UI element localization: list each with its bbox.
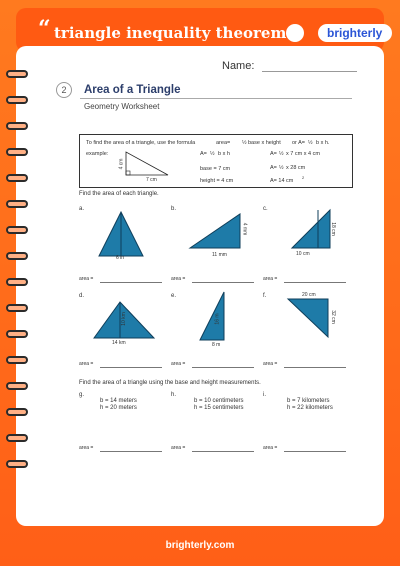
example-triangle-shape	[126, 152, 168, 175]
side-c: 18 cm	[329, 222, 336, 236]
answer-line[interactable]	[192, 282, 254, 283]
calc-result: A= 14 cm	[270, 178, 294, 184]
example-base: 7 cm	[146, 177, 157, 183]
example-height: 4 cm	[118, 158, 125, 170]
step-base: base = 7 cm	[200, 166, 231, 172]
base-g: b = 14 meters	[100, 398, 137, 404]
answer-line[interactable]	[100, 451, 162, 452]
answer-line[interactable]	[100, 282, 162, 283]
superscript: 2	[302, 175, 305, 180]
binder-ring	[6, 226, 28, 234]
calc-2: x 28 cm	[286, 165, 306, 171]
page-heading: Area of a Triangle	[84, 84, 181, 96]
letter-f: f.	[263, 293, 267, 299]
answer-label: area =	[79, 445, 94, 451]
worksheet-title: triangle inequality theorem	[54, 24, 287, 42]
binder-ring	[6, 304, 28, 312]
base-h: b = 10 centimeters	[194, 398, 244, 404]
right-angle-marker	[126, 171, 130, 175]
binder-ring	[6, 148, 28, 156]
binder-ring	[6, 330, 28, 338]
circle-icon	[286, 24, 304, 42]
binder-ring	[6, 434, 28, 442]
fraction-half: ½	[279, 151, 284, 157]
answer-line[interactable]	[284, 282, 346, 283]
triangle-b-shape	[190, 214, 240, 248]
dim-c: 10 cm	[296, 251, 310, 257]
calc-a2: A=	[270, 165, 277, 171]
height-g: h = 20 meters	[100, 405, 137, 411]
answer-line[interactable]	[284, 367, 346, 368]
letter-i: i.	[263, 392, 266, 398]
letter-e: e.	[171, 293, 177, 299]
example-intro: To find the area of a triangle, use the formula	[86, 140, 196, 146]
letter-d: d.	[79, 293, 85, 299]
answer-line[interactable]	[100, 367, 162, 368]
base-i: b = 7 kilometers	[287, 398, 330, 404]
dim-d: 14 km	[112, 340, 126, 346]
binder-ring	[6, 408, 28, 416]
triangle-e	[198, 290, 258, 350]
name-field-line	[262, 71, 357, 72]
answer-line[interactable]	[284, 451, 346, 452]
dim-b: 11 mm	[212, 252, 227, 258]
calc-a1: A=	[270, 151, 277, 157]
triangle-b	[188, 212, 258, 252]
side-f: 32 cm	[329, 310, 336, 324]
spiral-binding	[0, 70, 30, 500]
brand-name: brighterly	[327, 26, 383, 40]
letter-g: g.	[79, 392, 85, 398]
fraction-half: ½	[242, 140, 247, 146]
section-number: 2	[56, 82, 72, 98]
formula-word: area=	[216, 140, 231, 146]
name-label: Name:	[222, 60, 255, 72]
triangle-f-shape	[288, 299, 328, 337]
answer-label: area =	[79, 361, 94, 367]
letter-b: b.	[171, 206, 177, 212]
triangle-d	[92, 300, 162, 350]
binder-ring	[6, 382, 28, 390]
dim-e: 8 m	[212, 342, 221, 348]
formula-tail: base x height	[248, 140, 281, 146]
answer-label: area =	[171, 276, 186, 282]
triangle-c-shape	[292, 210, 330, 248]
binder-ring	[6, 96, 28, 104]
letter-h: h.	[171, 392, 177, 398]
calc-1: x 7 cm x 4 cm	[286, 151, 320, 157]
answer-line[interactable]	[192, 451, 254, 452]
side-b: 4 mm	[241, 222, 248, 236]
formula-alt: or A=	[292, 140, 305, 146]
binder-ring	[6, 356, 28, 364]
example-box	[79, 134, 353, 188]
height-i: h = 22 kilometers	[287, 405, 333, 411]
answer-label: area =	[79, 276, 94, 282]
heading-divider	[80, 98, 352, 99]
fraction-half: ½	[279, 165, 284, 171]
dim-f: 20 cm	[302, 292, 316, 298]
answer-label: area =	[171, 445, 186, 451]
dim-a: 6 in	[116, 255, 125, 261]
answer-line[interactable]	[192, 367, 254, 368]
step-bxh: b x h	[218, 151, 230, 157]
formula-alt-tail: b x h.	[316, 140, 330, 146]
step-a: A=	[200, 151, 207, 157]
answer-label: area =	[171, 361, 186, 367]
quote-icon: “	[38, 16, 51, 42]
side-e: 16 m	[214, 313, 221, 325]
task2-instruction: Find the area of a triangle using the base and height measurements.	[79, 380, 261, 386]
step-height: height = 4 cm	[200, 178, 234, 184]
page-subheading: Geometry Worksheet	[84, 102, 160, 111]
binder-ring	[6, 174, 28, 182]
binder-ring	[6, 252, 28, 260]
task1-instruction: Find the area of each triangle.	[79, 191, 159, 197]
answer-label: area =	[263, 445, 278, 451]
answer-label: area =	[263, 361, 278, 367]
letter-c: c.	[263, 206, 268, 212]
fraction-half: ½	[210, 151, 215, 157]
footer-url[interactable]: brighterly.com	[165, 540, 235, 551]
answer-label: area =	[263, 276, 278, 282]
binder-ring	[6, 460, 28, 468]
brand-logo	[318, 24, 392, 42]
letter-a: a.	[79, 206, 85, 212]
paper-sheet	[16, 46, 384, 526]
binder-ring	[6, 70, 28, 78]
height-h: h = 15 centimeters	[194, 405, 244, 411]
triangle-a	[97, 210, 157, 260]
example-label: example:	[86, 151, 109, 157]
fraction-half: ½	[308, 140, 313, 146]
binder-ring	[6, 122, 28, 130]
side-d: 10 km	[120, 312, 127, 326]
binder-ring	[6, 278, 28, 286]
binder-ring	[6, 200, 28, 208]
